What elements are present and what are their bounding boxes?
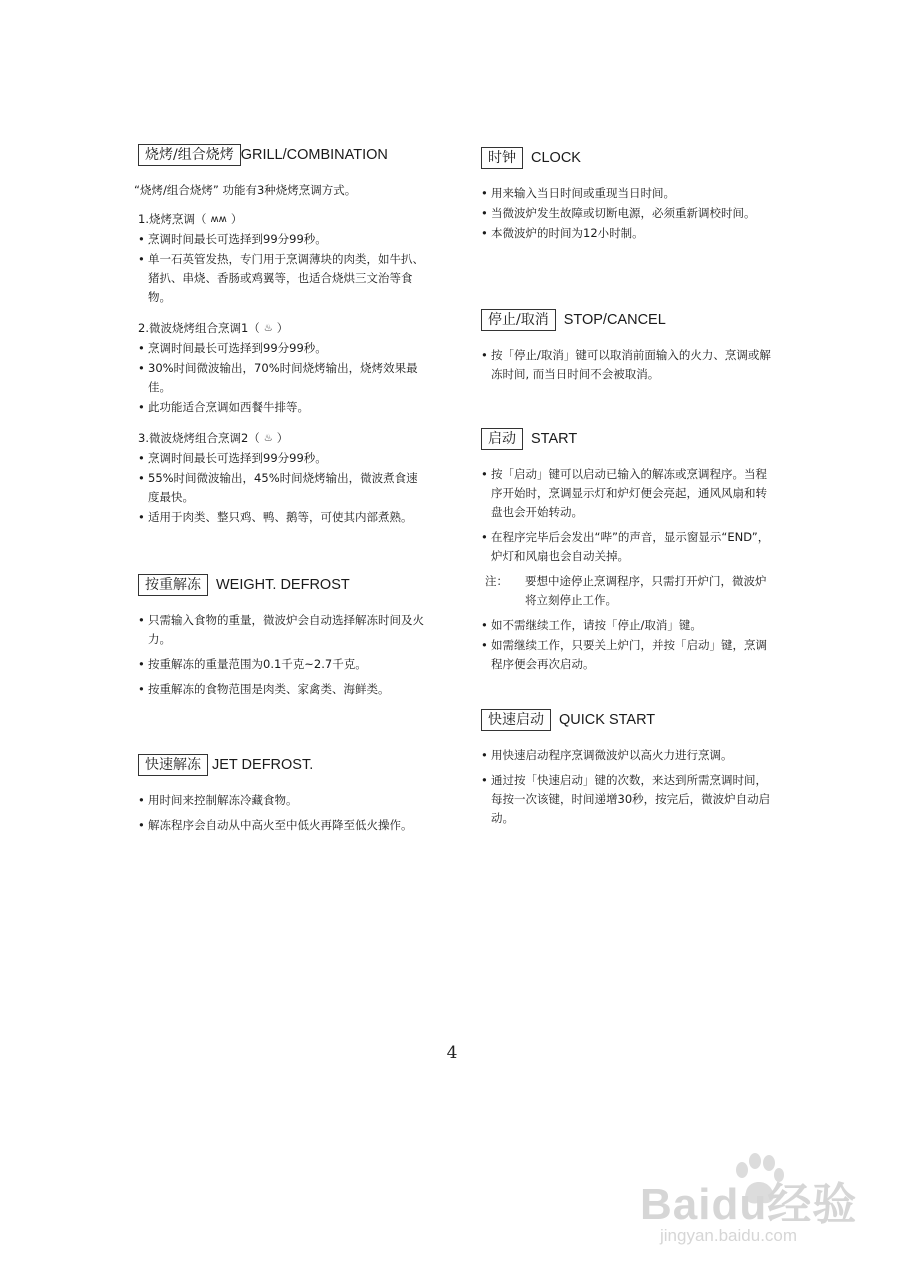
list-item: • 烹调时间最长可选择到99分99秒。 bbox=[138, 451, 327, 465]
list-item: • 只需输入食物的重量，微波炉会自动选择解冻时间及火力。 bbox=[138, 613, 424, 646]
list-item: • 烹调时间最长可选择到99分99秒。 bbox=[138, 341, 327, 355]
grill-icon: ʍʍ bbox=[210, 214, 227, 225]
list-item: • 用时间来控制解冻冷藏食物。 bbox=[138, 793, 298, 807]
list-item: • 解冻程序会自动从中高火至中低火再降至低火操作。 bbox=[138, 818, 413, 832]
list-item: • 用来输入当日时间或重现当日时间。 bbox=[481, 186, 675, 200]
list-item: • 如需继续工作，只要关上炉门，并按「启动」键，烹调程序便会再次启动。 bbox=[481, 638, 767, 671]
section-clock bbox=[481, 146, 771, 243]
section-heading bbox=[138, 143, 428, 167]
section-heading bbox=[481, 708, 771, 732]
section-quick-start bbox=[481, 708, 771, 828]
heading-en: WEIGHT. DEFROST bbox=[216, 577, 350, 593]
mode-3-title: 3.微波烧烤组合烹调2（ ♨ ） bbox=[138, 429, 428, 448]
list-item: • 此功能适合烹调如西餐牛排等。 bbox=[138, 400, 309, 414]
heading-cn-box: 时钟 bbox=[481, 147, 523, 169]
list-item: • 55%时间微波输出，45%时间烧烤输出，微波煮食速度最快。 bbox=[138, 471, 418, 504]
list-item: • 按重解冻的重量范围为0.1千克~2.7千克。 bbox=[138, 657, 367, 671]
section-heading bbox=[481, 146, 771, 170]
heading-cn-box: 按重解冻 bbox=[138, 574, 208, 596]
list-item: • 按重解冻的食物范围是肉类、家禽类、海鲜类。 bbox=[138, 682, 390, 696]
list-item: • 30%时间微波输出，70%时间烧烤输出，烧烤效果最佳。 bbox=[138, 361, 418, 394]
heading-en: QUICK START bbox=[559, 712, 656, 728]
section-heading bbox=[481, 308, 771, 332]
heading-en: STOP/CANCEL bbox=[563, 312, 666, 328]
heading-en: CLOCK bbox=[531, 150, 581, 166]
section-jet-defrost bbox=[138, 753, 428, 835]
list-item: • 当微波炉发生故障或切断电源，必须重新调校时间。 bbox=[481, 206, 756, 220]
heading-cn-box: 快速解冻 bbox=[138, 754, 208, 776]
list-item: • 单一石英管发热，专门用于烹调薄块的肉类，如牛扒、猪扒、串烧、香肠或鸡翼等，也适合烧烘三文治等食物。 bbox=[138, 252, 424, 304]
combo-icon: ♨ bbox=[263, 323, 273, 334]
list-item: • 烹调时间最长可选择到99分99秒。 bbox=[138, 232, 327, 246]
heading-cn-box: 快速启动 bbox=[481, 709, 551, 731]
section-grill bbox=[134, 143, 428, 527]
heading-cn-box: 启动 bbox=[481, 428, 523, 450]
list-item: • 用快速启动程序烹调微波炉以高火力进行烹调。 bbox=[481, 748, 733, 762]
mode-2-title: 2.微波烧烤组合烹调1（ ♨ ） bbox=[138, 319, 428, 338]
combo-icon: ♨ bbox=[263, 433, 273, 444]
list-item: • 按「停止/取消」键可以取消前面输入的火力、烹调或解冻时间, 而当日时间不会被取消。 bbox=[481, 348, 771, 381]
list-item: • 通过按「快速启动」键的次数，来达到所需烹调时间，每按一次该键，时间递增30秒，按完后，微波炉自动启动。 bbox=[481, 773, 771, 825]
section-start bbox=[481, 427, 771, 674]
list-item: • 在程序完毕后会发出“哔”的声音，显示窗显示“END”，炉灯和风扇也会自动关掉。 bbox=[481, 530, 770, 563]
section-weight-defrost bbox=[138, 573, 428, 699]
heading-en: JET DEFROST. bbox=[212, 757, 314, 773]
section-heading bbox=[481, 427, 771, 451]
heading-en: START bbox=[531, 431, 578, 447]
watermark bbox=[640, 1150, 880, 1260]
heading-en: GRILL/COMBINATION bbox=[240, 147, 388, 163]
heading-cn-box: 烧烤/组合烧烤 bbox=[138, 144, 241, 166]
watermark-url: jingyan.baidu.com bbox=[660, 1226, 798, 1245]
watermark-logo: Baidu经验 bbox=[640, 1180, 858, 1229]
note: 注： 要想中途停止烹调程序，只需打开炉门，微波炉将立刻停止工作。 bbox=[485, 574, 767, 607]
mode-1-title: 1.烧烤烹调（ ʍʍ ） bbox=[138, 210, 428, 229]
list-item: • 适用于肉类、整只鸡、鸭、鹅等，可使其内部煮熟。 bbox=[138, 510, 413, 524]
page-number: 4 bbox=[446, 1043, 458, 1063]
list-item: • 本微波炉的时间为12小时制。 bbox=[481, 226, 644, 240]
section-heading bbox=[138, 753, 428, 777]
list-item: • 如不需继续工作，请按「停止/取消」键。 bbox=[481, 618, 702, 632]
intro-text: “烧烤/组合烧烤” 功能有3种烧烤烹调方式。 bbox=[134, 183, 357, 197]
section-stop-cancel bbox=[481, 308, 771, 384]
heading-cn-box: 停止/取消 bbox=[481, 309, 556, 331]
list-item: • 按「启动」键可以启动已输入的解冻或烹调程序。当程序开始时，烹调显示灯和炉灯便会亮起，通风风扇和转盘也会开始转动。 bbox=[481, 467, 767, 519]
section-heading bbox=[138, 573, 428, 597]
